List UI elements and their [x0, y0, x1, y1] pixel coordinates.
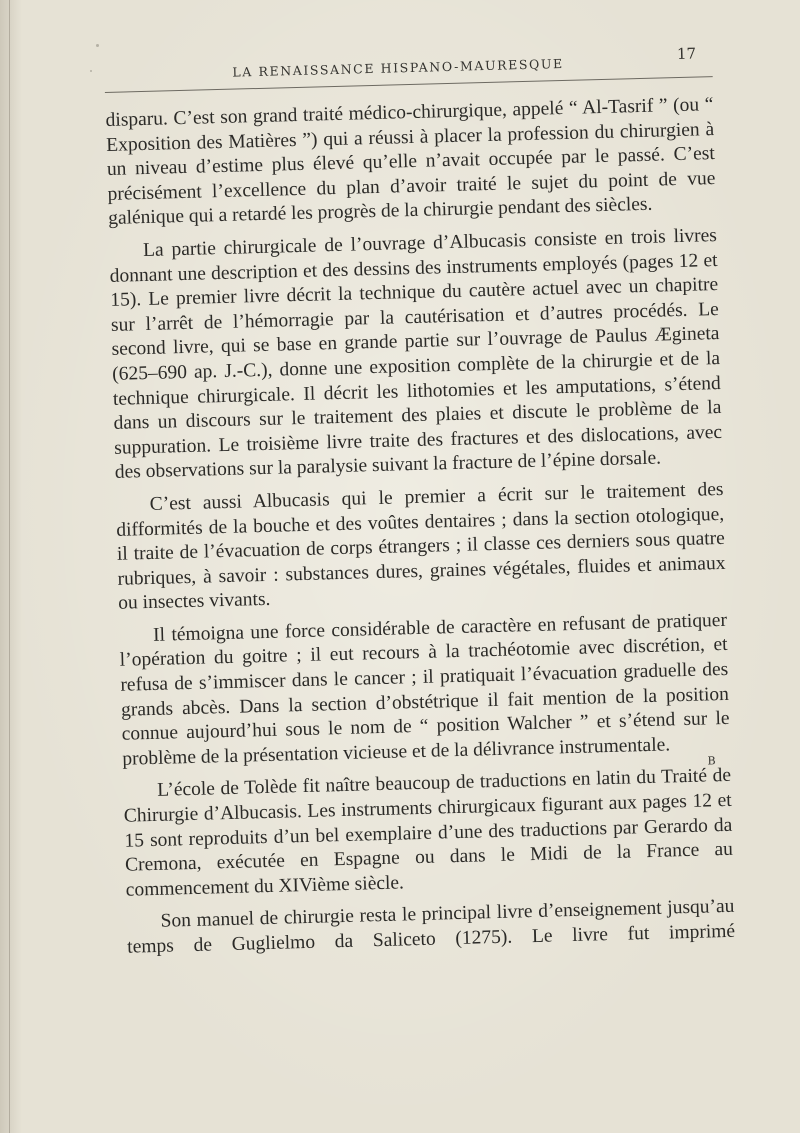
paragraph-1: disparu. C’est son grand traité médico-chirurgique, appelé “ Al-Tasrif ” (ou “ Exposition des Matières ”) qui a réussi à placer la profession du chirurgien à un niveau d’estime plus élevé qu’elle n’avait occupée par le passé. C’est précisément l’excellence du plan d’avoir traité le sujet du point de vue galénique qui a retardé les progrès de la chirurgie pendant des siècles.	[105, 94, 716, 230]
paragraph-5: L’école de Tolède fit naître beaucoup de traductions en latin du Traité de Chirurgie d’Albucasis. Les instruments chirurgicaux figurant aux pages 12 et 15 sont reproduits d’un bel exemplaire d’une des traductions par Gerardo da Cremona, exécutée en Espagne ou dans le Midi de la France au commencement du XIVième siècle.	[123, 765, 734, 901]
paper-speck	[96, 44, 99, 47]
binding-edge	[9, 0, 10, 1133]
page-number: 17	[676, 44, 697, 63]
paragraph-6: Son manuel de chirurgie resta le principal livre d’enseignement jusqu’au temps de Guglielmo da Saliceto (1275). Le livre fut imprimé	[127, 896, 736, 958]
running-head	[104, 42, 713, 90]
paper-speck	[90, 70, 92, 72]
binding-shadow	[0, 0, 22, 1133]
paragraph-2: La partie chirurgicale de l’ouvrage d’Albucasis consiste en trois livres donnant une description et des dessins des instruments employés (pages 12 et 15). Le premier livre décrit la technique du cautère actuel avec un chapitre sur l’arrêt de l’hémorragie par la cautérisation et d’autres procédés. Le second livre, qui se base en grande partie sur l’ouvrage de Paulus Ægineta (625–690 ap. J.-C.), donne une exposition complète de la chirurgie et de la technique chirurgicale. Il décrit les lithotomies et les amputations, s’étend dans un discours sur le traitement des plaies et discute le problème de la suppuration. Le troisième livre traite des fractures et des dislocations, avec des observations sur la paralysie suivant la fracture de l’épine dorsale.	[109, 224, 723, 484]
page-content	[104, 42, 735, 960]
running-head-title: LA RENAISSANCE HISPANO-MAURESQUE	[232, 55, 564, 80]
signature-mark: B	[707, 754, 717, 768]
paragraph-3: C’est aussi Albucasis qui le premier a écrit sur le traitement des difformités de la bouche et des voûtes dentaires ; dans la section otologique, il traite de l’évacuation de corps étrangers ; il classe ces derniers sous quatre rubriques, à savoir : substances dures, graines végétales, fluides et animaux ou insectes vivants.	[116, 478, 726, 615]
paragraph-4: Il témoigna une force considérable de caractère en refusant de pratiquer l’opération du goitre ; il eut recours à la trachéotomie avec discrétion, et refusa de s’immiscer dans le cancer ; il pratiquait l’évacuation graduelle des grands abcès. Dans la section d’obstétrique il fait mention de la position connue aujourd’hui sous le nom de “ position Walcher ” et s’étend sur le problème de la présentation vicieuse et de la délivrance instrumentale.	[119, 609, 730, 770]
